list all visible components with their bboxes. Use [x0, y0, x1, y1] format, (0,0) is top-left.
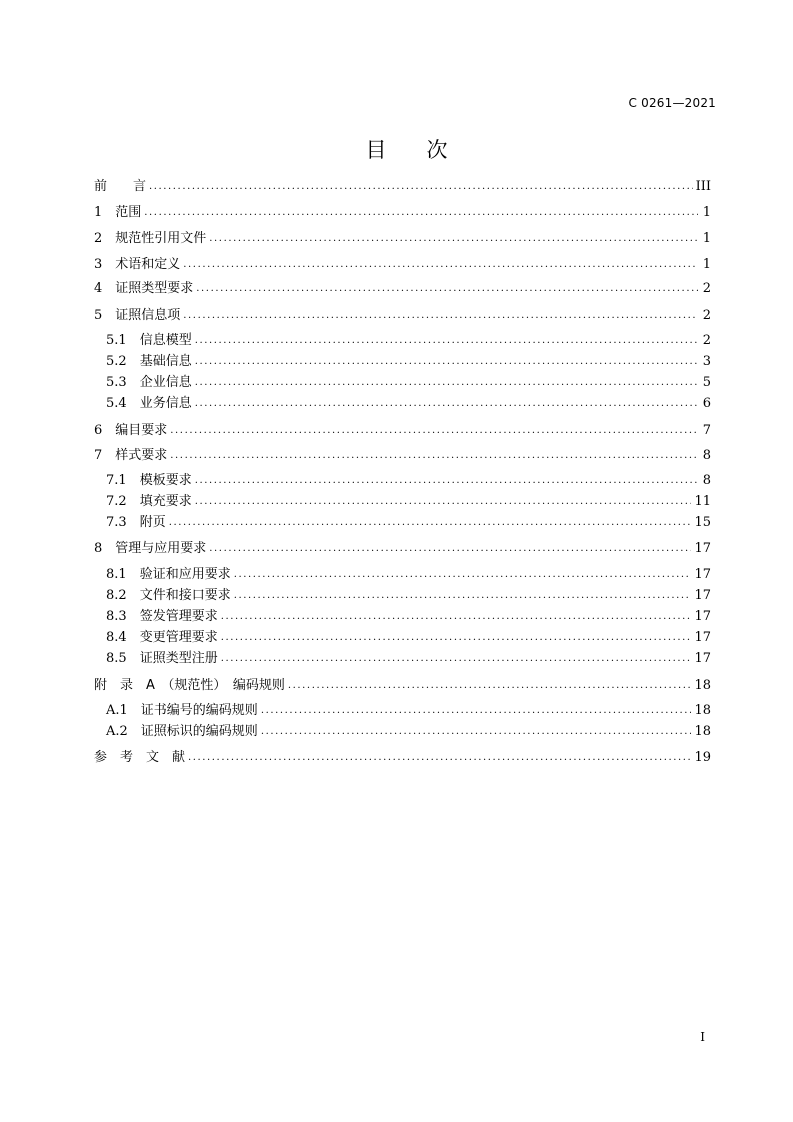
toc-entry[interactable] [106, 564, 711, 586]
toc-entry-label: 管理与应用要求 [115, 541, 207, 556]
toc-entry-page: 2 [702, 308, 711, 323]
toc-entry-page: 8 [702, 473, 711, 488]
toc-entry-label: 前 言 [94, 179, 147, 194]
toc-entry-page: 17 [694, 567, 711, 582]
toc-entry-number: 8.1 [106, 567, 140, 582]
toc-entry-label: 业务信息 [139, 396, 192, 411]
toc-entry[interactable] [106, 606, 711, 628]
toc-entry[interactable] [94, 675, 711, 697]
toc-entry-label: 附页 [139, 515, 166, 530]
toc-entry[interactable] [106, 700, 711, 722]
toc-entry-label: 文件和接口要求 [139, 588, 231, 603]
toc-entry-number: 7.3 [106, 515, 140, 530]
toc-dot-leader [183, 254, 698, 276]
toc-dot-leader [195, 393, 698, 415]
title-part-2: 次 [426, 138, 450, 162]
toc-entry-number: 8.5 [106, 651, 140, 666]
toc-dot-leader [195, 470, 698, 492]
toc-entry[interactable] [106, 721, 711, 743]
toc-entry-number: A.2 [106, 724, 141, 739]
toc-entry-label: 参 考 文 献 [94, 750, 186, 765]
toc-dot-leader [195, 491, 692, 513]
toc-entry-label: 规范性引用文件 [115, 231, 207, 246]
toc-entry-number: 5.4 [106, 396, 140, 411]
toc-entry-number: 1 [94, 205, 116, 220]
toc-entry[interactable] [106, 470, 711, 492]
toc-entry-number: 8 [94, 541, 116, 556]
toc-entry-label: 证照信息项 [115, 308, 181, 323]
toc-entry[interactable] [106, 372, 711, 394]
toc-entry[interactable] [94, 445, 711, 467]
toc-entry-page: 8 [702, 448, 711, 463]
toc-dot-leader [221, 648, 692, 670]
toc-entry-label: 证照类型要求 [115, 281, 194, 296]
toc-entry-number: 8.2 [106, 588, 140, 603]
toc-entry[interactable] [106, 585, 711, 607]
toc-entry-page: 15 [694, 515, 711, 530]
toc-entry-label: 术语和定义 [115, 257, 181, 272]
toc-entry[interactable] [106, 351, 711, 373]
toc-dot-leader [261, 700, 692, 722]
page-folio: I [700, 1030, 705, 1044]
toc-entry-page: 11 [694, 494, 711, 509]
title-part-1: 目 [365, 138, 389, 162]
toc-entry[interactable] [94, 747, 711, 769]
toc-entry-label: 范围 [115, 205, 142, 220]
toc-entry-page: 18 [694, 678, 711, 693]
toc-entry[interactable] [94, 202, 711, 224]
toc-dot-leader [209, 538, 691, 560]
toc-entry-page: 17 [694, 588, 711, 603]
toc-dot-leader [195, 330, 698, 352]
toc-entry-label: 附 录 A （规范性） 编码规则 [94, 678, 285, 693]
toc-entry-label: 证书编号的编码规则 [140, 703, 258, 718]
toc-dot-leader [170, 445, 698, 467]
toc-entry-page: 18 [694, 703, 711, 718]
toc-entry-label: 模板要求 [139, 473, 192, 488]
toc-entry-page: 2 [702, 333, 711, 348]
toc-entry-page: III [695, 179, 711, 194]
toc-entry-page: 1 [702, 205, 711, 220]
toc-dot-leader [221, 606, 692, 628]
toc-entry-page: 1 [702, 257, 711, 272]
toc-entry-page: 3 [702, 354, 711, 369]
toc-dot-leader [169, 512, 692, 534]
toc-entry-number: 5 [94, 308, 116, 323]
toc-entry-label: 变更管理要求 [139, 630, 218, 645]
toc-dot-leader [288, 675, 692, 697]
toc-entry-page: 17 [694, 651, 711, 666]
toc-entry-page: 1 [702, 231, 711, 246]
toc-entry-number: 2 [94, 231, 116, 246]
toc-entry[interactable] [106, 330, 711, 352]
toc-entry-number: 7.2 [106, 494, 140, 509]
toc-entry-number: 4 [94, 281, 116, 296]
toc-entry[interactable] [94, 228, 711, 250]
toc-entry-page: 2 [702, 281, 711, 296]
toc-dot-leader [209, 228, 698, 250]
toc-dot-leader [221, 627, 692, 649]
toc-entry-page: 5 [702, 375, 711, 390]
toc-entry[interactable] [94, 176, 711, 198]
toc-entry-label: 编目要求 [115, 423, 168, 438]
toc-dot-leader [234, 585, 692, 607]
toc-entry-number: 5.1 [106, 333, 140, 348]
toc-entry-number: 5.3 [106, 375, 140, 390]
toc-entry-number: 7 [94, 448, 116, 463]
toc-dot-leader [188, 747, 691, 769]
toc-entry-label: 验证和应用要求 [139, 567, 231, 582]
toc-entry-page: 17 [694, 630, 711, 645]
toc-entry[interactable] [106, 512, 711, 534]
toc-entry[interactable] [106, 648, 711, 670]
toc-entry-page: 7 [702, 423, 711, 438]
toc-entry-label: 填充要求 [139, 494, 192, 509]
toc-dot-leader [261, 721, 692, 743]
toc-entry[interactable] [106, 491, 711, 513]
toc-entry[interactable] [94, 538, 711, 560]
toc-entry-number: 6 [94, 423, 116, 438]
toc-entry-page: 18 [694, 724, 711, 739]
toc-dot-leader [195, 372, 698, 394]
toc-entry-page: 17 [694, 541, 711, 556]
toc-entry-number: 7.1 [106, 473, 140, 488]
toc-entry-label: 签发管理要求 [139, 609, 218, 624]
page-title [0, 134, 793, 164]
toc-entry[interactable] [94, 278, 711, 300]
toc-entry-label: 样式要求 [115, 448, 168, 463]
toc-entry[interactable] [94, 420, 711, 442]
toc-entry-label: 证照标识的编码规则 [140, 724, 258, 739]
toc-entry-label: 企业信息 [139, 375, 192, 390]
toc-entry-number: 3 [94, 257, 116, 272]
toc-entry-label: 信息模型 [139, 333, 192, 348]
toc-entry-number: A.1 [106, 703, 141, 718]
toc-entry[interactable] [94, 305, 711, 327]
toc-entry-page: 6 [702, 396, 711, 411]
toc-dot-leader [144, 202, 698, 224]
toc-dot-leader [183, 305, 698, 327]
toc-dot-leader [196, 278, 698, 300]
standard-code: C 0261—2021 [628, 96, 716, 110]
toc-entry-page: 17 [694, 609, 711, 624]
toc-entry-page: 19 [694, 750, 711, 765]
toc-entry[interactable] [106, 627, 711, 649]
toc-entry-number: 8.4 [106, 630, 140, 645]
toc-dot-leader [195, 351, 698, 373]
toc-dot-leader [149, 176, 693, 198]
toc-entry-number: 8.3 [106, 609, 140, 624]
toc-dot-leader [234, 564, 692, 586]
toc-entry[interactable] [94, 254, 711, 276]
toc-entry-number: 5.2 [106, 354, 140, 369]
toc-entry-label: 证照类型注册 [139, 651, 218, 666]
toc-dot-leader [170, 420, 698, 442]
toc-entry-label: 基础信息 [139, 354, 192, 369]
toc-entry[interactable] [106, 393, 711, 415]
